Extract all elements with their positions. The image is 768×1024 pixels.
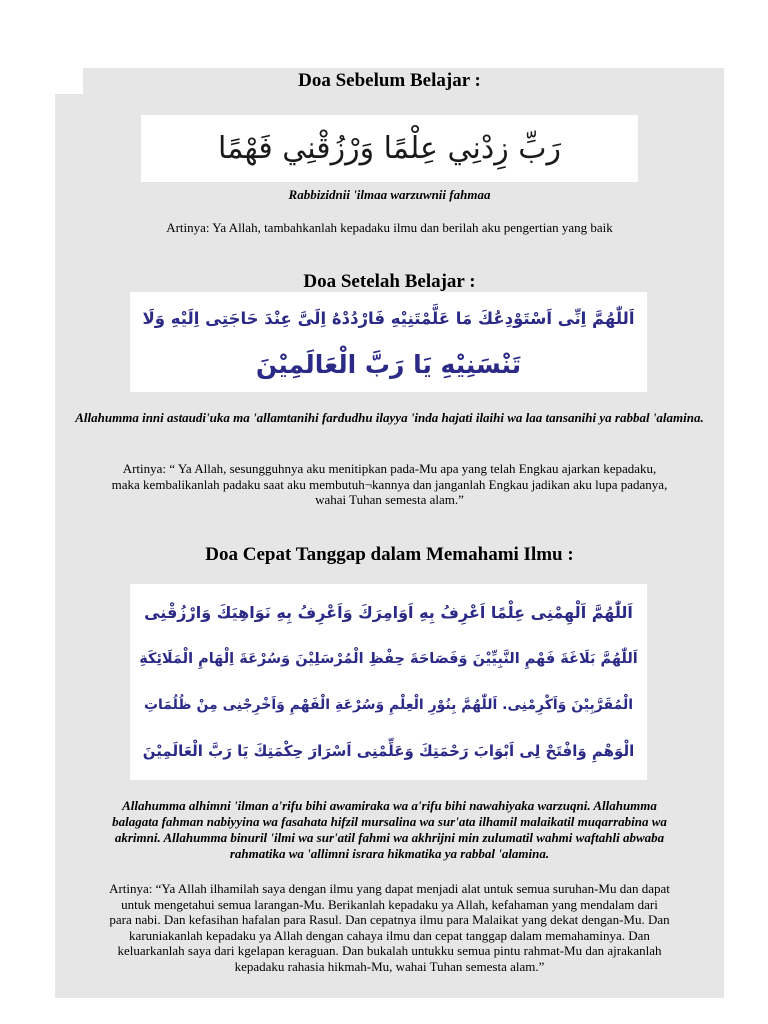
meaning-line: maka kembalikanlah padaku saat aku membutuh¬kannya dan janganlah Engkau jadikan aku lupa padanya, bbox=[111, 476, 668, 492]
meaning-line: keluarkanlah saya dari kgelapan keraguan. Dan bukalah untukku semua pintu rahmat-Mu dan ajrakanlah bbox=[117, 943, 662, 958]
transliteration-quick-understanding bbox=[62, 798, 717, 862]
arabic-prayer-after-study bbox=[130, 292, 647, 392]
transliteration-line: balagata fahman nabiyyina wa fasahata hifzil mursalina wa sur'ata ilhamil malaikatil muqarrabina wa bbox=[112, 814, 667, 829]
meaning-line: karuniakanlah kepadaku ya Allah dengan cahaya ilmu dan cepat tanggap dalam memahaminya. Dan bbox=[129, 927, 650, 943]
arabic-line: اَللّٰهُمَّ بَلَاغَةَ فَهْمِ النَّبِيِّيْنَ وَفَصَاحَةَ حِفْظِ الْمُرْسَلِيْنَ وَسُرْعَةَ اِلْهَامِ الْمَلَائِكَةِ bbox=[139, 651, 638, 667]
meaning-line: Artinya: “ Ya Allah, sesungguhnya aku menitipkan pada-Mu apa yang telah Engkau ajarkan kepadaku, bbox=[122, 461, 657, 476]
meaning-quick-understanding bbox=[62, 881, 717, 974]
arabic-prayer-quick-understanding bbox=[130, 584, 647, 780]
section-title-quick-understanding: Doa Cepat Tanggap dalam Memahami Ilmu : bbox=[205, 544, 574, 565]
section-title-before-study: Doa Sebelum Belajar : bbox=[298, 70, 481, 91]
arabic-line: الْمُقَرَّبِيْنَ وَاَكْرِمْنِى. اَللّٰهُمَّ بِنُوْرِ الْعِلْمِ وَسُرْعَةِ الْفَهْمِ وَاَخْرِجْنِى مِنْ ظُلُمَاتِ bbox=[143, 697, 634, 713]
arabic-line: الْوَهْمِ وَافْتَحْ لِى اَبْوَابَ رَحْمَتِكَ وَعَلِّمْنِى اَسْرَارَ حِكْمَتِكَ يَا رَبَّ الْعَالَمِيْنَ bbox=[142, 742, 635, 760]
meaning-after-study bbox=[62, 461, 717, 508]
arabic-line: تَنْسَنِيْهِ يَا رَبَّ الْعَالَمِيْنَ bbox=[255, 350, 522, 379]
transliteration-line: rahmatika wa 'allimni israra hikmatika ya rabbal 'alamina. bbox=[229, 846, 550, 861]
transliteration-line: akrimni. Allahumma binuril 'ilmi wa sur'atil fahmi wa akhrijni min zulumatil wahmi waftahli abwaba bbox=[114, 830, 665, 845]
meaning-line: kepadaku rahasia hikmah-Mu, wahai Tuhan semesta alam.” bbox=[234, 958, 545, 974]
arabic-line: اَللّٰهُمَّ اَلْهِمْنِى عِلْمًا اَعْرِفُ بِهِ اَوَامِرَكَ وَاَعْرِفُ بِهِ نَوَاهِيَكَ وَارْزُقْنِى bbox=[144, 603, 633, 622]
arabic-line: رَبِّ زِدْنِي عِلْمًا وَرْزُقْنِي فَهْمًا bbox=[218, 131, 561, 166]
meaning-line: para nabi. Dan kefasihan hafalan para Rasul. Dan cepatnya ilmu para Malaikat yang dekat dengan-Mu. Dan bbox=[109, 912, 670, 927]
section-title-after-study: Doa Setelah Belajar : bbox=[303, 271, 476, 292]
transliteration-after-study: Allahumma inni astaudi'uka ma 'allamtanihi fardudhu ilayya 'inda hajati ilaihi wa laa tansanihi ya rabbal 'alamina. bbox=[75, 410, 704, 425]
arabic-prayer-before-study bbox=[141, 115, 638, 182]
arabic-line: اَللّٰهُمَّ اِنِّى اَسْتَوْدِعُكَ مَا عَلَّمْتَنِيْهِ فَارْدُدْهُ اِلَىَّ عِنْدَ حَاجَتِى اِلَيْهِ وَلَا bbox=[142, 309, 635, 328]
meaning-line: untuk mengetahui semua larangan-Mu. Berikanlah kepadaku ya Allah, kefahaman yang mendalam dari bbox=[121, 896, 658, 912]
meaning-line: wahai Tuhan semesta alam.” bbox=[315, 492, 464, 507]
meaning-before-study: Artinya: Ya Allah, tambahkanlah kepadaku ilmu dan berilah aku pengertian yang baik bbox=[166, 220, 613, 235]
transliteration-before-study: Rabbizidnii 'ilmaa warzuwnii fahmaa bbox=[288, 187, 491, 202]
transliteration-line: Allahumma alhimni 'ilman a'rifu bihi awamiraka wa a'rifu bihi nawahiyaka warzuqni. Allahumma bbox=[122, 798, 657, 813]
meaning-line: Artinya: “Ya Allah ilhamilah saya dengan ilmu yang dapat menjadi alat untuk semua suruhan-Mu dan dapat bbox=[109, 881, 670, 896]
